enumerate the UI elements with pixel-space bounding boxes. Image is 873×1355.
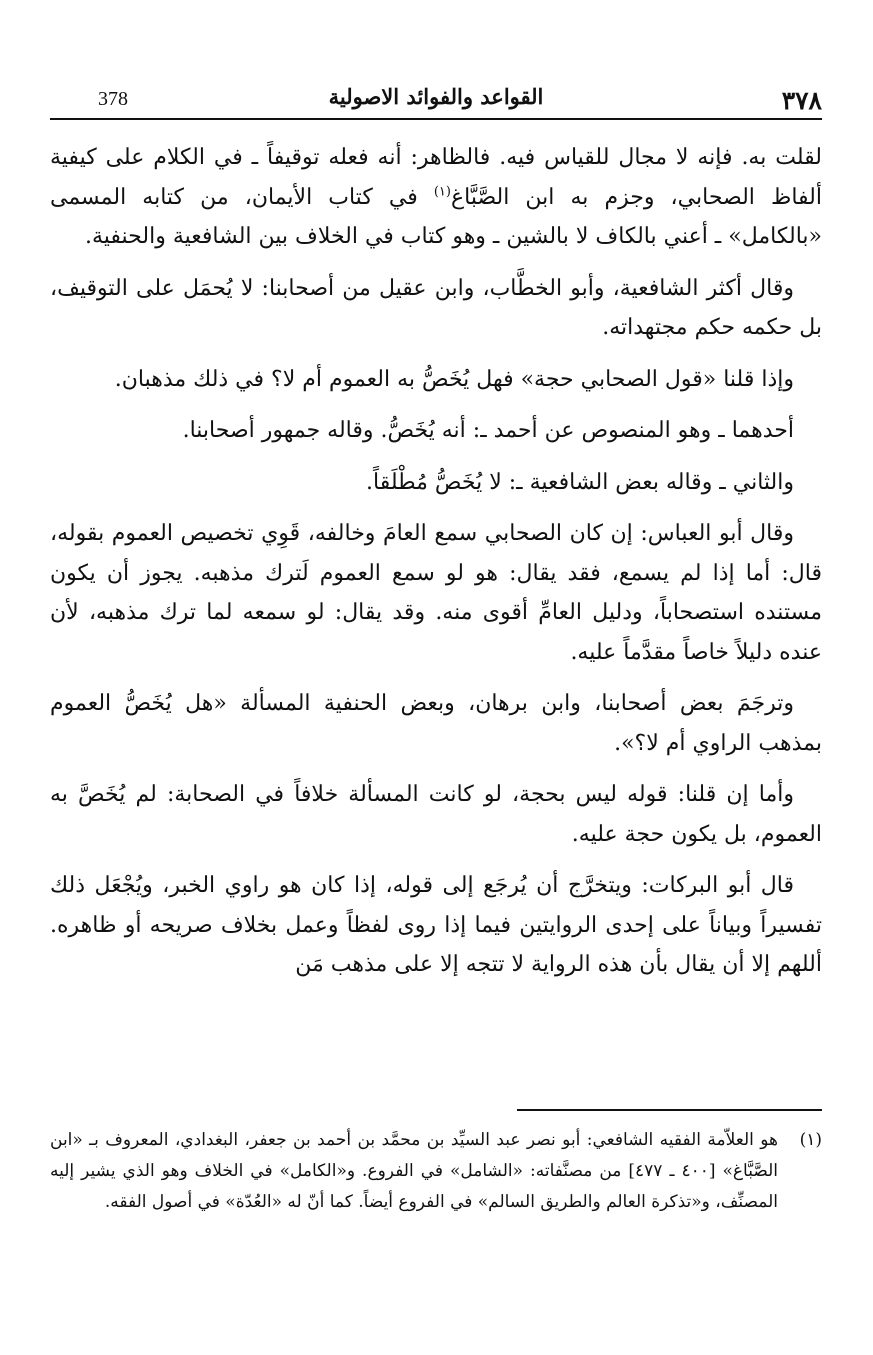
paragraph-1 xyxy=(50,138,822,257)
footnote-text: هو العلاّمة الفقيه الشافعي: أبو نصر عبد السيِّد بن محمَّد بن أحمد بن جعفر، البغدادي، المعروف بـ «ابن الصَّبَّاغ» [٤٠٠ ـ ٤٧٧] من مصنَّفاته: «الشامل» في الفروع. و«الكامل» في الخلاف وهو الذي يشير إليه المصنِّف، و«تذكرة العالم والطريق السالم» في الفروع أيضاً. كما أنّ له «العُدّة» في أصول الفقه. xyxy=(50,1130,778,1212)
footnote-mark: (١) xyxy=(799,1130,822,1150)
paragraph-5: والثاني ـ وقاله بعض الشافعية ـ: لا يُخَصُّ مُطْلَقاً. xyxy=(366,469,794,495)
page-number-arabic: ٣٧٨ xyxy=(781,86,822,115)
paragraph-2: وقال أكثر الشافعية، وأبو الخطَّاب، وابن عقيل من أصحابنا: لا يُحمَل على التوقيف، بل حكمه حكم مجتهداته. xyxy=(50,275,822,340)
paragraph-8: وأما إن قلنا: قوله ليس بحجة، لو كانت المسألة خلافاً في الصحابة: لم يُخَصَّ به العموم، بل يكون حجة عليه. xyxy=(50,782,822,847)
running-title: القواعد والفوائد الاصولية xyxy=(328,84,544,109)
paragraph-9: قال أبو البركات: ويتخرَّج أن يُرجَع إلى قوله، إذا كان هو راوي الخبر، ويُجْعَل ذلك تفسيراً وبياناً على إحدى الروايتين فيما إذا روى لفظاً وعمل بخلاف صريحه أو ظاهره. أللهم إلا أن يقال بأن هذه الرواية لا تتجه إلا على مذهب مَن xyxy=(50,873,822,977)
footnote-separator xyxy=(517,1109,822,1111)
footnotes xyxy=(50,1125,822,1218)
paragraph-1-part-2: في كتاب الأيمان، من كتابه المسمى «بالكامل» ـ أعني بالكاف لا بالشين ـ وهو كتاب في الخلاف بين الشافعية والحنفية. xyxy=(50,184,822,249)
paragraph-1-part-1: لقلت به. فإنه لا مجال للقياس فيه. فالظاهر: أنه فعله توقيفاً ـ في الكلام على كيفية ألفاظ الصحابي، وجزم به ابن الصَّبَّاغ xyxy=(50,145,822,210)
paragraph-7: وترجَمَ بعض أصحابنا، وابن برهان، وبعض الحنفية المسألة «هل يُخَصُّ العموم بمذهب الراوي أم لا؟». xyxy=(50,691,822,756)
paragraph-3: وإذا قلنا «قول الصحابي حجة» فهل يُخَصُّ به العموم أم لا؟ في ذلك مذهبان. xyxy=(114,366,794,392)
page-number-latin: 378 xyxy=(98,88,128,110)
paragraph-6: وقال أبو العباس: إن كان الصحابي سمع العامَ وخالفه، قَوِي تخصيص العموم بقوله، قال: أما إذا لم يسمع، فقد يقال: هو لو سمع العموم لَترك مذهبه. يجوز أن يكون مستنده استصحاباً، ودليل العامِّ أقوى منه. وقد يقال: لو سمعه لما ترك مذهبه، لأن عنده دليلاً خاصاً مقدَّماً عليه. xyxy=(50,521,822,665)
footnote-reference: (١) xyxy=(433,184,451,200)
paragraph-4: أحدهما ـ وهو المنصوص عن أحمد ـ: أنه يُخَصُّ. وقاله جمهور أصحابنا. xyxy=(182,418,794,443)
main-text xyxy=(50,138,822,997)
page-header xyxy=(50,78,822,120)
footnote-1 xyxy=(50,1125,822,1218)
